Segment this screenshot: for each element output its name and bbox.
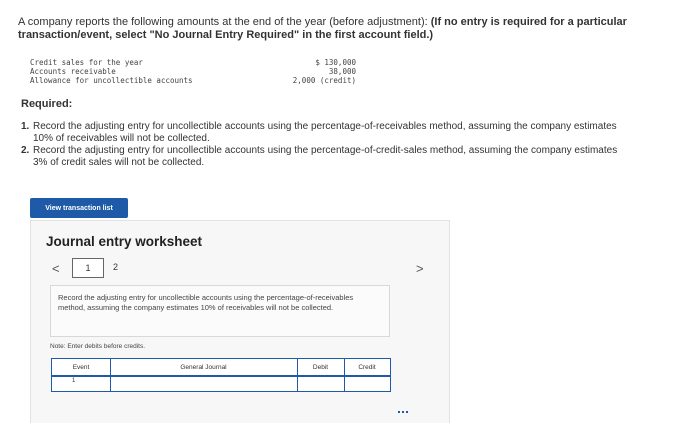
problem-intro-text: A company reports the following amounts at the end of the year (before adjustment): [18, 16, 431, 28]
amounts-values [270, 58, 356, 85]
problem-intro [18, 16, 668, 42]
worksheet-tab-1[interactable]: 1 [72, 258, 104, 278]
worksheet-title: Journal entry worksheet [46, 234, 203, 249]
table-header-credit: Credit [358, 363, 376, 371]
amount-label: Allowance for uncollectible accounts [30, 76, 193, 85]
chevron-right-icon[interactable]: > [416, 261, 424, 276]
chevron-left-icon[interactable]: < [52, 261, 60, 276]
table-row-event-number: 1 [72, 378, 76, 384]
amount-label: Accounts receivable [30, 67, 116, 76]
amount-label: Credit sales for the year [30, 58, 143, 67]
amount-value: $ 130,000 [315, 58, 356, 67]
view-transaction-list-button[interactable]: View transaction list [30, 198, 128, 218]
amount-value: 38,000 [328, 67, 356, 76]
worksheet-tab-2[interactable]: 2 [113, 262, 119, 272]
journal-table [51, 358, 391, 392]
required-list [21, 121, 631, 169]
required-item [21, 145, 631, 169]
amount-value: 2,000 (credit) [292, 76, 356, 85]
amounts-labels [30, 58, 193, 85]
required-item-text: Record the adjusting entry for uncollectible accounts using the percentage-of-credit-sales method, assuming the company estimates 3% of credit sales will not be collected. [33, 145, 618, 168]
table-header-event: Event [72, 363, 90, 371]
problem-instruction: (If no entry is required for a particular transaction/event, select "No Journal Entry Required" in the first account field.) [18, 16, 627, 41]
required-item-number: 1. [21, 121, 30, 132]
debit-credit-note: Note: Enter debits before credits. [50, 343, 146, 350]
table-header-debit: Debit [312, 363, 329, 371]
required-item [21, 121, 631, 145]
table-header-general-journal: General Journal [180, 363, 227, 371]
required-heading: Required: [21, 98, 73, 110]
more-indicator-icon [398, 411, 408, 416]
entry-description: Record the adjusting entry for uncollectible accounts using the percentage-of-receivables method, assuming the company estimates 10% of receivables will not be collected. [58, 293, 354, 312]
required-item-number: 2. [21, 145, 30, 156]
table-header-rule [52, 375, 390, 377]
required-item-text: Record the adjusting entry for uncollectible accounts using the percentage-of-receivables method, assuming the company estimates 10% of receivables will not be collected. [33, 121, 617, 144]
